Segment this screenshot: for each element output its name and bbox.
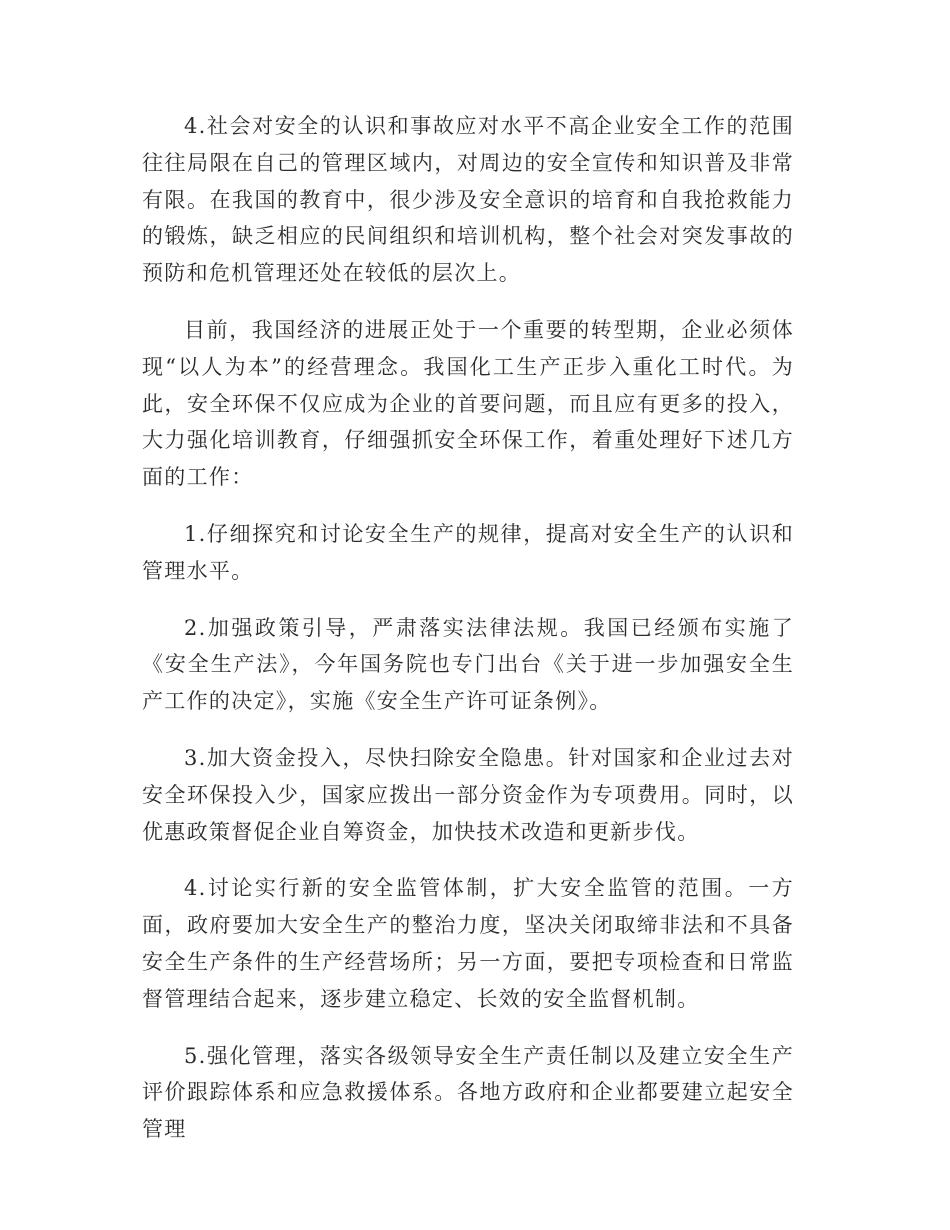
paragraph-social-awareness: 4.社会对安全的认识和事故应对水平不高企业安全工作的范围往往局限在自己的管理区域内，对周边的安全宣传和知识普及非常有限。在我国的教育中，很少涉及安全意识的培育和自我抢救能力的锻炼，缺乏相应的民间组织和培训机构，整个社会对突发事故的预防和危机管理还处在较低的层次上。	[142, 114, 794, 286]
paragraph-item-3: 3.加大资金投入，尽快扫除安全隐患。针对国家和企业过去对安全环保投入少，国家应拨出一部分资金作为专项费用。同时，以优惠政策督促企业自筹资金，加快技术改造和更新步伐。	[142, 745, 794, 844]
paragraph-item-5: 5.强化管理，落实各级领导安全生产责任制以及建立安全生产评价跟踪体系和应急救援体系。各地方政府和企业都要建立起安全管理	[142, 1043, 794, 1142]
paragraph-current-situation: 目前，我国经济的进展正处于一个重要的转型期，企业必须体现“以人为本”的经营理念。我国化工生产正步入重化工时代。为此，安全环保不仅应成为企业的首要问题，而且应有更多的投入，大力强化培训教育，仔细强抓安全环保工作，着重处理好下述几方面的工作：	[142, 317, 794, 490]
paragraph-item-2: 2.加强政策引导，严肃落实法律法规。我国已经颁布实施了《安全生产法》，今年国务院也专门出台《关于进一步加强安全生产工作的决定》，实施《安全生产许可证条例》。	[142, 615, 794, 714]
document-body	[142, 108, 794, 1168]
paragraph-item-4: 4.讨论实行新的安全监管体制，扩大安全监管的范围。一方面，政府要加大安全生产的整治力度，坚决关闭取缔非法和不具备安全生产条件的生产经营场所；另一方面，要把专项检查和日常监督管理结合起来，逐步建立稳定、长效的安全监督机制。	[142, 876, 794, 1011]
paragraph-item-1: 1.仔细探究和讨论安全生产的规律，提高对安全生产的认识和管理水平。	[142, 521, 794, 583]
